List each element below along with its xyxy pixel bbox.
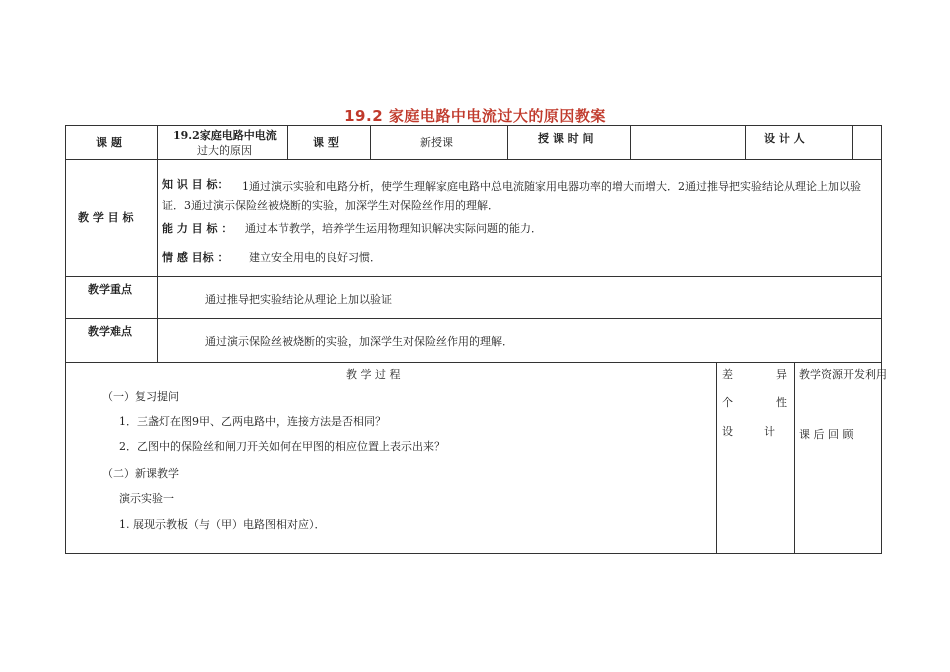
key-point-label: 教学重点 [88,283,132,296]
process-line: （一）复习提问 [102,390,179,403]
designer-label: 设 计 人 [764,132,805,145]
knowledge-text: 1通过演示实验和电路分析，使学生理解家庭电路中总电流随家用电器功率的增大而增大．2通过推导把实验结论从理论上加以验证．3通过演示保险丝被烧断的实验，加深学生对保险丝作用的理解． [162,180,861,212]
review-label: 课 后 回 顾 [799,428,854,441]
row-divider [65,362,882,363]
col-divider [507,125,508,159]
diff-col-char: 个 [722,396,733,409]
col-divider [630,125,631,159]
row-divider [65,159,882,160]
diff-col-char: 异 [776,368,787,381]
ability-text: 通过本节教学，培养学生运用物理知识解决实际问题的能力． [245,222,542,235]
col-divider [716,362,717,554]
diff-col-char: 计 [764,425,775,438]
process-line: 演示实验一 [119,492,174,505]
process-line: （二）新课教学 [102,467,179,480]
type-value: 新授课 [420,136,453,149]
difficulty-label: 教学难点 [88,325,132,338]
topic-label: 课 题 [96,136,122,149]
emotion-label: 情 感 目标 ： [162,251,229,264]
topic-value-line2: 过大的原因 [197,144,252,157]
process-line: 1. 展现示教板（与（甲）电路图相对应）． [119,518,326,531]
document-title: 19.2 家庭电路中电流过大的原因教案 [344,107,606,125]
key-point-text: 通过推导把实验结论从理论上加以验证 [205,293,392,306]
goals-label: 教 学 目 标 [78,211,134,224]
knowledge-label: 知 识 目 标： [162,178,229,191]
ability-label: 能 力 目 标 ： [162,222,233,235]
process-line: 2．乙图中的保险丝和闸刀开关如何在甲图的相应位置上表示出来？ [119,440,445,453]
diff-col-char: 差 [722,368,733,381]
col-divider [794,362,795,554]
diff-col-char: 设 [722,425,733,438]
emotion-text: 建立安全用电的良好习惯． [249,251,381,264]
col-divider [157,125,158,362]
diff-col-char: 性 [776,396,787,409]
col-divider [370,125,371,159]
difficulty-text: 通过演示保险丝被烧断的实验，加深学生对保险丝作用的理解． [205,335,513,348]
col-divider [852,125,853,159]
col-divider [745,125,746,159]
process-heading: 教 学 过 程 [346,368,401,381]
type-label: 课 型 [313,136,339,149]
process-line: 1．三盏灯在图9甲、乙两电路中，连接方法是否相同？ [119,415,386,428]
resource-heading: 教学资源开发利用 [799,368,887,381]
time-label: 授 课 时 间 [538,132,594,145]
col-divider [287,125,288,159]
topic-value-line1: 19.2家庭电路中电流 [173,129,277,142]
row-divider [65,318,882,319]
row-divider [65,276,882,277]
